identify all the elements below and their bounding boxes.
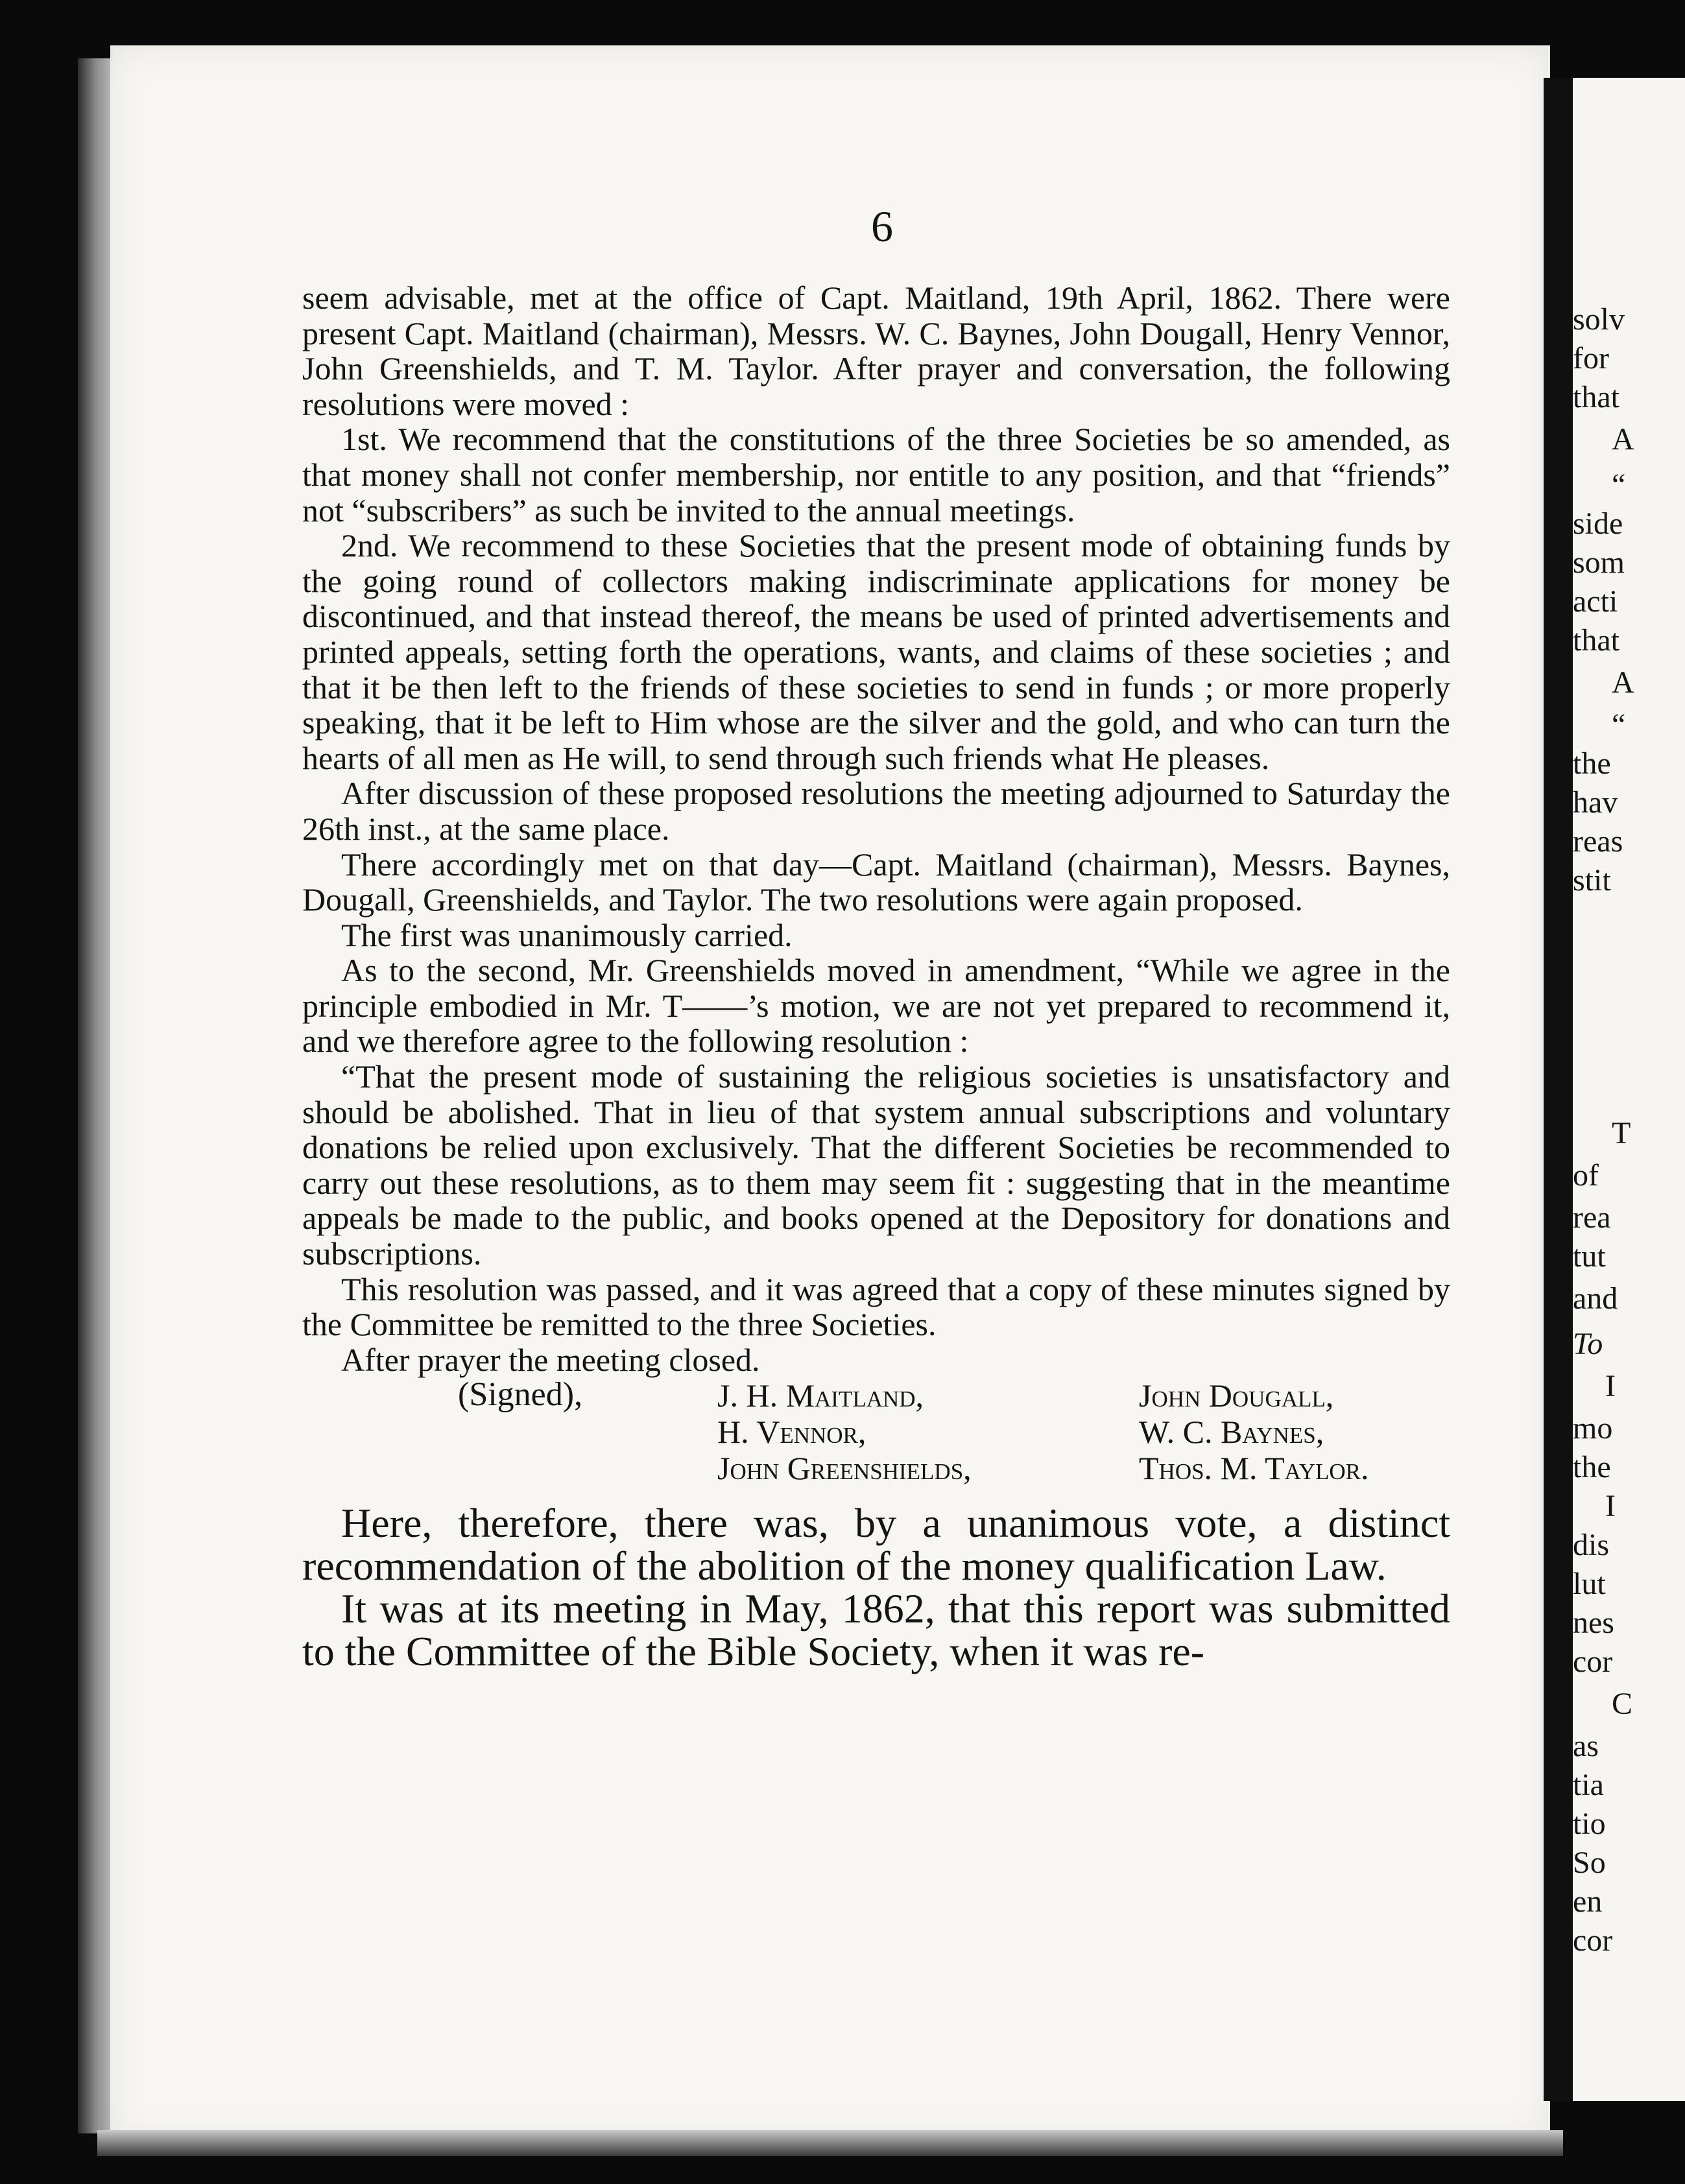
fragment-text: dis [1573, 1528, 1610, 1562]
fragment-text: the [1573, 746, 1611, 781]
fragment-text: “ [1612, 468, 1626, 502]
fragment-text: tut [1573, 1239, 1606, 1274]
fragment-text: C [1612, 1687, 1633, 1721]
fragment-text: as [1573, 1729, 1599, 1763]
fragment-text: “ [1612, 707, 1626, 742]
page-number: 6 [871, 202, 893, 251]
fragment-text: that [1573, 623, 1619, 658]
large-text [302, 1502, 1450, 1673]
fragment-text: hav [1573, 785, 1618, 820]
fragment-text: that [1573, 380, 1619, 414]
fragment-text: cor [1573, 1644, 1613, 1679]
fragment-text: I [1605, 1489, 1616, 1523]
fragment-text: side [1573, 506, 1623, 541]
fragment-text: T [1612, 1116, 1631, 1150]
paragraph: The first was unanimously carried. [341, 916, 793, 953]
fragment-text: and [1573, 1281, 1618, 1316]
fragment-text: lut [1573, 1567, 1606, 1601]
fragment-text: So [1573, 1846, 1606, 1880]
paragraph: 2nd. We recommend to these Societies that the present mode of obtaining funds by the going round of collectors making indiscriminate applications for money be discontinued, and that instead thereof, the means be used of printed advertisements and printed appeals, setting forth the operations, wants, and claims of these societies ; and that it be then left to the friends of these societies to send in funds ; or more properly speaking, that it be left to Him whose are the silver and the gold, and who can turn the hearts of all men as He will, to send through such friends what He pleases. [302, 527, 1450, 776]
paragraph: 1st. We recommend that the constitutions of the three Societies be so amended, as that money shall not confer membership, nor entitle to any position, and that “friends” not “subscribers” as such be invited to the annual meetings. [302, 421, 1450, 528]
signature-block [302, 1377, 1450, 1494]
fragment-text: reas [1573, 824, 1623, 859]
fragment-text: mo [1573, 1411, 1613, 1445]
page-gutter [1544, 78, 1573, 2101]
fragment-text: acti [1573, 584, 1618, 619]
fragment-text: solv [1573, 302, 1625, 337]
signature-label: (Signed), [458, 1376, 583, 1414]
fragment-text: I [1605, 1369, 1616, 1403]
paragraph: After discussion of these proposed resolutions the meeting adjourned to Saturday the 26th inst., at the same place. [302, 775, 1450, 847]
fragment-text: tio [1573, 1807, 1606, 1841]
fragment-text: tia [1573, 1768, 1604, 1802]
paragraph: “That the present mode of sustaining the religious societies is unsatisfactory and should be abolished. That in lieu of that system annual subscriptions and voluntary donations be relied upon exclusively. That the different Societies be recommended to carry out these resolutions, as to them may seem fit : suggesting that in the meantime appeals be made to the public, and books opened at the Depository for donations and subscriptions. [302, 1058, 1450, 1272]
signatory: Thos. M. Taylor. [1139, 1450, 1369, 1487]
fragment-text: A [1612, 422, 1634, 457]
fragment-text: nes [1573, 1606, 1614, 1640]
fragment-text: A [1612, 665, 1634, 700]
signature-column [717, 1377, 972, 1486]
paragraph: This resolution was passed, and it was agreed that a copy of these minutes signed by the Committee be remitted to the three Societies. [302, 1270, 1450, 1343]
signatory: John Dougall, [1139, 1377, 1334, 1414]
fragment-text: som [1573, 545, 1625, 580]
fragment-text: stit [1573, 863, 1611, 897]
page-edge-bottom [97, 2130, 1563, 2156]
paragraph: As to the second, Mr. Greenshields moved in amendment, “While we agree in the principle embodied in Mr. T——’s motion, we are not yet prepared to recommend it, and we therefore agree to the following resolution : [302, 952, 1450, 1060]
large-paragraph: It was at its meeting in May, 1862, that this report was submitted to the Committee of the Bible Society, when it was re- [302, 1585, 1450, 1675]
paragraph: seem advisable, met at the office of Capt. Maitland, 19th April, 1862. There were present Capt. Maitland (chairman), Messrs. W. C. Baynes, John Dougall, Henry Vennor, John Greenshields, and T. M. Taylor. After prayer and conversation, the following resolutions were moved : [302, 279, 1450, 422]
fragment-text: To [1573, 1327, 1603, 1361]
paragraph: After prayer the meeting closed. [341, 1341, 760, 1378]
fragment-text: cor [1573, 1923, 1613, 1958]
large-paragraph: Here, therefore, there was, by a unanimous vote, a distinct recommendation of the abolition of the money qualification Law. [302, 1500, 1450, 1589]
fragment-text: for [1573, 341, 1609, 375]
fragment-text: rea [1573, 1200, 1611, 1235]
fragment-text: the [1573, 1450, 1611, 1484]
signatory: W. C. Baynes, [1139, 1414, 1324, 1451]
fragment-text: of [1573, 1158, 1599, 1193]
signatory: H. Vennor, [717, 1414, 866, 1451]
signatory: J. H. Maitland, [717, 1377, 924, 1414]
fragment-text: en [1573, 1884, 1603, 1919]
signatory: John Greenshields, [717, 1450, 972, 1487]
paragraph: There accordingly met on that day—Capt. Maitland (chairman), Messrs. Baynes, Dougall, Greenshields, and Taylor. The two resolutions were again proposed. [302, 846, 1450, 918]
signature-column [1139, 1377, 1369, 1486]
facing-page-fragment [1573, 78, 1685, 2101]
body-text [302, 280, 1450, 1673]
